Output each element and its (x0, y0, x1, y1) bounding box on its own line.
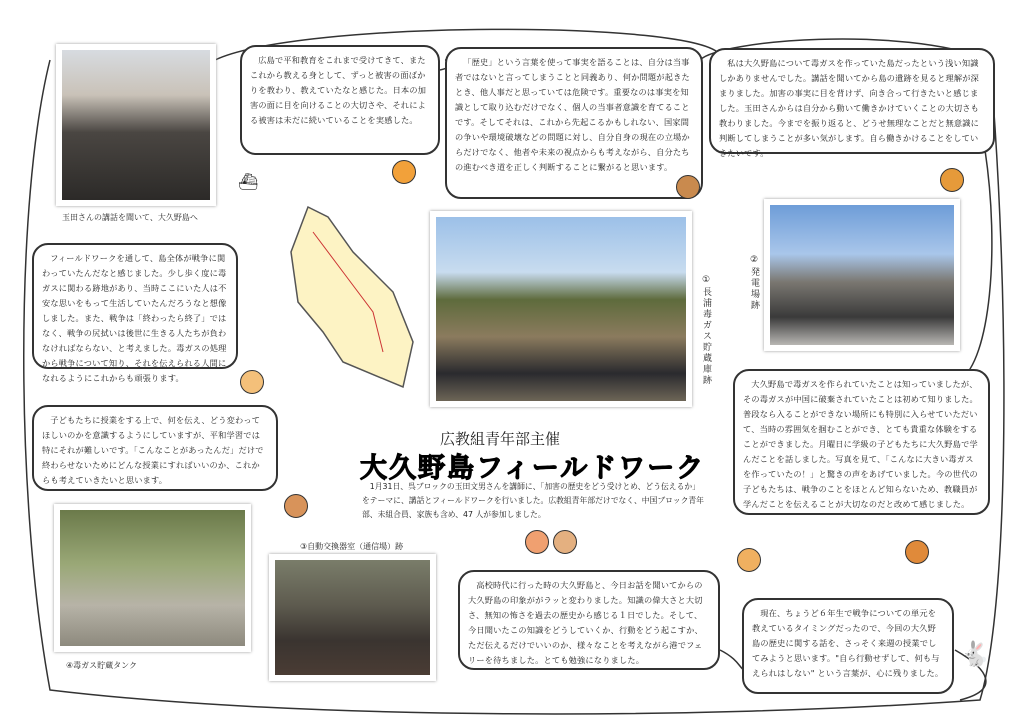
person-avatar (240, 370, 264, 394)
comment-bubble-8: 現在、ちょうど６年生で戦争についての単元を教えているタイミングだったので、今回の大久野島の歴史に関する話を、さっそく来週の授業でしてみようと思います。"自ら行動せずして、何も与えられはしない" という言葉が、心に残りました。 (742, 598, 954, 694)
person-avatar (737, 548, 761, 572)
rabbit-icon: 🐇 (960, 640, 990, 668)
comment-bubble-2: 「歴史」という言葉を使って事実を語ることは、自分は当事者ではないと言ってしまうことと同義あり、何か問題が起きたとき、他人事だと思っていては危険です。重要なのは事実を知識として取り込むだけでなく、個人の当事者意識を育てることです。そしてそれは、これから先起こるかもしれない、国家間の争いや環境破壊などの問題に対し、自分自身の現在の立場からだけでなく、他者や未来の視点からも考えながら、自分たちの進むべき道を正しく判断することに繋がると思います。 (445, 47, 703, 199)
person-avatar (392, 160, 416, 184)
person-avatar (905, 540, 929, 564)
comment-bubble-6: 大久野島で毒ガスを作られていたことは知っていましたが、その毒ガスが中国に破棄されていたことは初めて知りました。普段なら入ることができない場所にも特別に入らせていただいて、当時の雰囲気を掴むことができ、とても貴重な体験をすることができました。月曜日に学級の子どもたちに大久野島で学んだことを話しました。写真を見て、「こんなに大きい毒ガスを作っていたの！」と驚きの声をあげていました。今の世代の子どもたちは、戦争のことをほとんど知らないため、教職員が学んだことを伝えることが大切なのだと改めて感じました。 (733, 369, 990, 515)
event-organizer: 広教組青年部主催 (440, 430, 561, 448)
lecture-photo (56, 44, 216, 206)
site2-caption: ②発電場跡 (749, 255, 759, 311)
person-avatar (676, 175, 700, 199)
event-title: 大久野島フィールドワーク (360, 453, 706, 484)
site3-caption: ③自動交換器室（通信場）跡 (300, 542, 404, 551)
comment-bubble-5: 子どもたちに授業をする上で、何を伝え、どう変わってほしいのかを意識するようにしていますが、平和学習では特にそれが難しいです。「こんなことがあったんだ」だけで終わらせないためにどんな授業にすればいいのか、これからも考えていきたいと思います。 (32, 405, 278, 491)
site1-caption: ①長浦毒ガス貯蔵庫跡 (701, 275, 711, 386)
comment-bubble-7: 高校時代に行った時の大久野島と、今日お話を聞いてからの大久野島の印象ががラッと変わりました。知識の偉大さと大切さ、無知の怖さを過去の歴史から感じる１日でした。そして、今日聞いたこの知識をどうしていくか、行動をどう起こすか、ただ伝えるだけでいいのか、様々なことを考えながら港でフェリーを待ちました。とても勉強になりました。 (458, 570, 720, 670)
comment-bubble-4: フィールドワークを通して、島全体が戦争に関わっていたんだなと感じました。少し歩く度に毒ガスに関わる跡地があり、当時ここにいた人は不安な思いをもって生活していたんだろうなと想像しました。また、戦争は「終わったら終了」ではなく、戦争の尻拭いは後世に生きる人たちが負わなければならない、と考えました。毒ガスの処理から戦争について知り、それを伝えられる人間になれるようにこれからも頑張ります。 (32, 243, 238, 369)
lecture-caption: 玉田さんの講話を聞いて、大久野島へ (62, 213, 198, 222)
person-avatar (284, 494, 308, 518)
site4-photo (54, 504, 251, 652)
event-intro: 1月31日、呉ブロックの玉田文男さんを講師に、「加害の歴史をどう受けとめ、どう伝えるか」をテーマに、講話とフィールドワークを行いました。広教組青年部だけでなく、中国ブロック青年部、未組合員、家族も含め、47 人が参加しました。 (362, 482, 704, 519)
site4-caption: ④毒ガス貯蔵タンク (66, 661, 138, 670)
comment-bubble-3: 私は大久野島について毒ガスを作っていた島だったという浅い知識しかありませんでした。講話を聞いてから島の遺跡を見ると理解が深まりました。加害の事実に目を背けず、向き合って行きたいと感じました。玉田さんからは自分から動いて働きかけていくことの大切さも教わりました。今までを振り返ると、どうせ無理なことだと無意識に判断してしまうことが多い気がします。自ら働きかけることをしていきたいです。 (709, 48, 995, 154)
island-map (283, 202, 423, 394)
site2-photo (764, 199, 960, 351)
person-avatar (940, 168, 964, 192)
person-avatar (553, 530, 577, 554)
comment-bubble-1: 広島で平和教育をこれまで受けてきて、またこれから教える身として、ずっと被害の面ばかりを教わり、教えていたなと感じた。日本の加害の面に目を向けることの大切さや、それによる被害は未だに続いていることを実感した。 (240, 45, 440, 155)
group-photo-site1 (430, 211, 692, 407)
site3-photo (269, 554, 436, 681)
ship-icon: ⛴ (238, 172, 259, 191)
person-avatar (525, 530, 549, 554)
